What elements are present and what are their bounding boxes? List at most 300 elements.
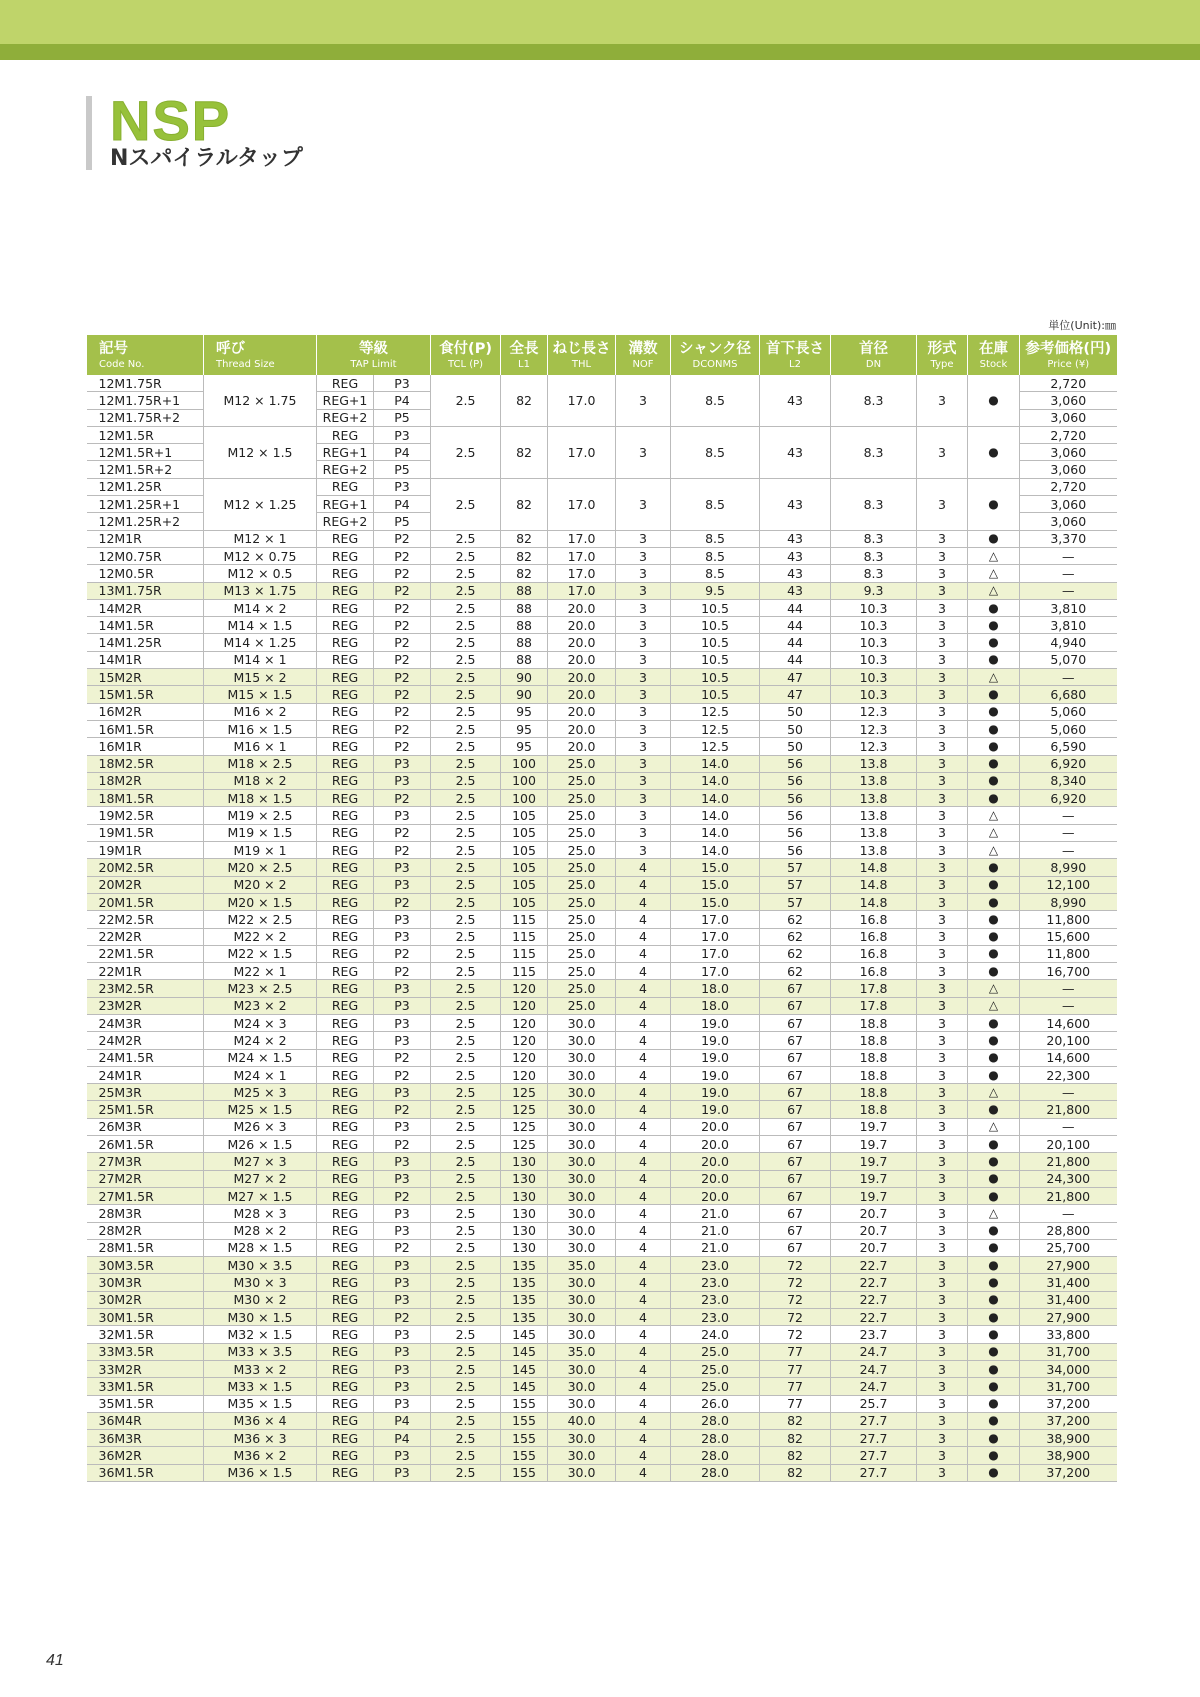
cell-dn: 18.8 — [831, 1101, 917, 1118]
cell-code: 30M3.5R — [87, 1257, 204, 1274]
cell-thl: 30.0 — [548, 1291, 616, 1308]
cell-type: 3 — [917, 928, 968, 945]
cell-dconms: 14.0 — [671, 790, 760, 807]
cell-dn: 20.7 — [831, 1205, 917, 1222]
cell-dconms: 8.5 — [671, 565, 760, 582]
cell-dn: 18.8 — [831, 1014, 917, 1031]
cell-tcl: 2.5 — [431, 1187, 501, 1204]
cell-l2: 43 — [760, 426, 831, 478]
cell-grade: REG — [317, 1291, 374, 1308]
cell-dconms: 23.0 — [671, 1291, 760, 1308]
cell-dn: 16.8 — [831, 945, 917, 962]
cell-dconms: 10.5 — [671, 617, 760, 634]
cell-type: 3 — [917, 1170, 968, 1187]
cell-limit: P2 — [374, 1066, 431, 1083]
cell-price: 6,680 — [1020, 686, 1117, 703]
cell-grade: REG — [317, 1274, 374, 1291]
cell-type: 3 — [917, 1136, 968, 1153]
cell-price: 3,810 — [1020, 617, 1117, 634]
cell-dconms: 24.0 — [671, 1326, 760, 1343]
table-row — [87, 1084, 1117, 1101]
cell-code: 22M1R — [87, 963, 204, 980]
cell-thread-size: M14 × 1 — [204, 651, 317, 668]
cell-code: 24M3R — [87, 1014, 204, 1031]
cell-nof: 3 — [616, 669, 671, 686]
cell-limit: P2 — [374, 790, 431, 807]
col-type: 形式 Type — [917, 335, 968, 375]
cell-l2: 62 — [760, 928, 831, 945]
cell-dconms: 12.5 — [671, 720, 760, 737]
cell-grade: REG — [317, 928, 374, 945]
cell-code: 33M3.5R — [87, 1343, 204, 1360]
table-row — [87, 1014, 1117, 1031]
table-row — [87, 945, 1117, 962]
cell-tcl: 2.5 — [431, 1430, 501, 1447]
cell-stock: ● — [968, 1153, 1020, 1170]
cell-dn: 23.7 — [831, 1326, 917, 1343]
cell-price: 27,900 — [1020, 1309, 1117, 1326]
cell-grade: REG — [317, 876, 374, 893]
cell-grade: REG+1 — [317, 444, 374, 461]
cell-thl: 25.0 — [548, 807, 616, 824]
cell-thread-size: M23 × 2 — [204, 997, 317, 1014]
table-row — [87, 772, 1117, 789]
cell-l1: 100 — [501, 755, 548, 772]
cell-dconms: 14.0 — [671, 842, 760, 859]
table-body — [87, 375, 1117, 1482]
cell-grade: REG — [317, 1309, 374, 1326]
cell-dn: 12.3 — [831, 703, 917, 720]
cell-type: 3 — [917, 1187, 968, 1204]
cell-dconms: 25.0 — [671, 1343, 760, 1360]
cell-tcl: 2.5 — [431, 686, 501, 703]
cell-price: 11,800 — [1020, 911, 1117, 928]
cell-grade: REG — [317, 1066, 374, 1083]
cell-l1: 88 — [501, 651, 548, 668]
cell-dconms: 17.0 — [671, 911, 760, 928]
cell-tcl: 2.5 — [431, 426, 501, 478]
cell-l1: 145 — [501, 1326, 548, 1343]
cell-stock: ● — [968, 1291, 1020, 1308]
cell-nof: 3 — [616, 530, 671, 547]
cell-price: 16,700 — [1020, 963, 1117, 980]
cell-l2: 43 — [760, 582, 831, 599]
cell-limit: P3 — [374, 755, 431, 772]
col-code: 記号 Code No. — [87, 335, 204, 375]
cell-stock: ● — [968, 634, 1020, 651]
cell-price: — — [1020, 582, 1117, 599]
cell-dn: 10.3 — [831, 651, 917, 668]
cell-dn: 13.8 — [831, 772, 917, 789]
cell-thl: 30.0 — [548, 1309, 616, 1326]
cell-limit: P3 — [374, 772, 431, 789]
col-l1: 全長 L1 — [501, 335, 548, 375]
cell-nof: 3 — [616, 547, 671, 564]
cell-dn: 18.8 — [831, 1032, 917, 1049]
cell-code: 28M2R — [87, 1222, 204, 1239]
cell-l1: 105 — [501, 824, 548, 841]
cell-tcl: 2.5 — [431, 1378, 501, 1395]
cell-l1: 115 — [501, 963, 548, 980]
cell-price: 8,990 — [1020, 859, 1117, 876]
cell-dn: 8.3 — [831, 530, 917, 547]
cell-l1: 105 — [501, 842, 548, 859]
cell-tcl: 2.5 — [431, 1326, 501, 1343]
cell-stock: ● — [968, 755, 1020, 772]
cell-thread-size: M15 × 2 — [204, 669, 317, 686]
cell-tcl: 2.5 — [431, 1118, 501, 1135]
cell-dn: 14.8 — [831, 893, 917, 910]
cell-limit: P2 — [374, 1309, 431, 1326]
cell-code: 14M2R — [87, 599, 204, 616]
cell-price: 11,800 — [1020, 945, 1117, 962]
cell-nof: 4 — [616, 1205, 671, 1222]
cell-l2: 77 — [760, 1395, 831, 1412]
cell-l2: 72 — [760, 1257, 831, 1274]
cell-tcl: 2.5 — [431, 1222, 501, 1239]
cell-l2: 82 — [760, 1412, 831, 1429]
table-row — [87, 790, 1117, 807]
table-row — [87, 1118, 1117, 1135]
table-row — [87, 582, 1117, 599]
cell-stock: ● — [968, 1343, 1020, 1360]
cell-price: 38,900 — [1020, 1430, 1117, 1447]
cell-l1: 120 — [501, 1014, 548, 1031]
cell-thl: 25.0 — [548, 824, 616, 841]
col-tcl: 食付(P) TCL (P) — [431, 335, 501, 375]
cell-limit: P2 — [374, 703, 431, 720]
cell-stock: △ — [968, 1084, 1020, 1101]
cell-dconms: 19.0 — [671, 1084, 760, 1101]
table-row — [87, 634, 1117, 651]
cell-thl: 20.0 — [548, 617, 616, 634]
cell-grade: REG — [317, 1464, 374, 1481]
cell-nof: 3 — [616, 478, 671, 530]
cell-grade: REG — [317, 911, 374, 928]
table-row — [87, 824, 1117, 841]
cell-type: 3 — [917, 738, 968, 755]
cell-price: 31,700 — [1020, 1343, 1117, 1360]
cell-thl: 30.0 — [548, 1187, 616, 1204]
cell-tcl: 2.5 — [431, 599, 501, 616]
cell-code: 12M1.5R+1 — [87, 444, 204, 461]
cell-grade: REG — [317, 842, 374, 859]
cell-dn: 19.7 — [831, 1170, 917, 1187]
cell-nof: 4 — [616, 1447, 671, 1464]
cell-l1: 130 — [501, 1222, 548, 1239]
cell-tcl: 2.5 — [431, 738, 501, 755]
cell-grade: REG — [317, 1118, 374, 1135]
cell-l1: 155 — [501, 1464, 548, 1481]
table-row — [87, 1395, 1117, 1412]
cell-l1: 155 — [501, 1412, 548, 1429]
series-code: NSP — [110, 89, 232, 152]
cell-code: 33M2R — [87, 1360, 204, 1377]
cell-dn: 16.8 — [831, 911, 917, 928]
cell-l1: 105 — [501, 807, 548, 824]
cell-l2: 77 — [760, 1360, 831, 1377]
cell-code: 16M1R — [87, 738, 204, 755]
cell-nof: 3 — [616, 703, 671, 720]
cell-thl: 30.0 — [548, 1101, 616, 1118]
cell-tcl: 2.5 — [431, 634, 501, 651]
cell-tcl: 2.5 — [431, 824, 501, 841]
cell-price: 3,060 — [1020, 461, 1117, 478]
cell-dn: 17.8 — [831, 980, 917, 997]
cell-type: 3 — [917, 1049, 968, 1066]
cell-dn: 19.7 — [831, 1153, 917, 1170]
cell-stock: △ — [968, 565, 1020, 582]
cell-stock: △ — [968, 997, 1020, 1014]
cell-code: 22M1.5R — [87, 945, 204, 962]
cell-dconms: 10.5 — [671, 651, 760, 668]
cell-stock: ● — [968, 1464, 1020, 1481]
cell-l1: 120 — [501, 1066, 548, 1083]
cell-tcl: 2.5 — [431, 1464, 501, 1481]
cell-grade: REG — [317, 1170, 374, 1187]
cell-dconms: 12.5 — [671, 703, 760, 720]
cell-stock: ● — [968, 963, 1020, 980]
cell-grade: REG — [317, 1239, 374, 1256]
cell-thl: 20.0 — [548, 720, 616, 737]
cell-tcl: 2.5 — [431, 1084, 501, 1101]
top-band-dark — [0, 44, 1200, 60]
cell-price: 33,800 — [1020, 1326, 1117, 1343]
cell-code: 22M2.5R — [87, 911, 204, 928]
cell-l1: 130 — [501, 1239, 548, 1256]
cell-dn: 13.8 — [831, 755, 917, 772]
cell-nof: 4 — [616, 1395, 671, 1412]
cell-type: 3 — [917, 1084, 968, 1101]
cell-limit: P3 — [374, 1378, 431, 1395]
cell-grade: REG — [317, 1378, 374, 1395]
cell-dn: 19.7 — [831, 1136, 917, 1153]
cell-price: — — [1020, 1084, 1117, 1101]
cell-thl: 25.0 — [548, 790, 616, 807]
cell-type: 3 — [917, 1222, 968, 1239]
cell-l1: 105 — [501, 876, 548, 893]
cell-price: 3,810 — [1020, 599, 1117, 616]
cell-nof: 4 — [616, 1101, 671, 1118]
cell-limit: P2 — [374, 1101, 431, 1118]
cell-l2: 44 — [760, 599, 831, 616]
cell-stock: ● — [968, 1274, 1020, 1291]
cell-type: 3 — [917, 547, 968, 564]
cell-thl: 30.0 — [548, 1239, 616, 1256]
cell-tcl: 2.5 — [431, 893, 501, 910]
cell-l2: 62 — [760, 911, 831, 928]
cell-dn: 18.8 — [831, 1084, 917, 1101]
table-row — [87, 1101, 1117, 1118]
cell-thl: 25.0 — [548, 928, 616, 945]
cell-l1: 90 — [501, 669, 548, 686]
cell-l2: 44 — [760, 634, 831, 651]
cell-tcl: 2.5 — [431, 1205, 501, 1222]
cell-thread-size: M15 × 1.5 — [204, 686, 317, 703]
cell-nof: 3 — [616, 617, 671, 634]
cell-limit: P4 — [374, 392, 431, 409]
cell-limit: P3 — [374, 1464, 431, 1481]
cell-dn: 17.8 — [831, 997, 917, 1014]
cell-thl: 30.0 — [548, 1084, 616, 1101]
cell-dn: 13.8 — [831, 824, 917, 841]
cell-dconms: 10.5 — [671, 634, 760, 651]
cell-dconms: 15.0 — [671, 859, 760, 876]
cell-nof: 4 — [616, 1274, 671, 1291]
cell-l2: 56 — [760, 824, 831, 841]
cell-thread-size: M26 × 1.5 — [204, 1136, 317, 1153]
cell-tcl: 2.5 — [431, 980, 501, 997]
cell-thread-size: M22 × 2.5 — [204, 911, 317, 928]
table-row — [87, 1066, 1117, 1083]
cell-limit: P3 — [374, 1153, 431, 1170]
cell-dconms: 15.0 — [671, 893, 760, 910]
cell-type: 3 — [917, 893, 968, 910]
cell-thl: 30.0 — [548, 1447, 616, 1464]
cell-l2: 67 — [760, 1136, 831, 1153]
table-row — [87, 1153, 1117, 1170]
cell-stock: ● — [968, 1257, 1020, 1274]
cell-limit: P3 — [374, 1395, 431, 1412]
cell-code: 12M1.25R+1 — [87, 496, 204, 513]
cell-stock: △ — [968, 582, 1020, 599]
cell-tcl: 2.5 — [431, 1136, 501, 1153]
cell-limit: P2 — [374, 720, 431, 737]
cell-dconms: 21.0 — [671, 1222, 760, 1239]
cell-limit: P2 — [374, 738, 431, 755]
cell-code: 19M1R — [87, 842, 204, 859]
cell-tcl: 2.5 — [431, 1274, 501, 1291]
cell-grade: REG — [317, 893, 374, 910]
table-header-row — [87, 335, 1117, 375]
cell-price: 8,990 — [1020, 893, 1117, 910]
cell-code: 36M4R — [87, 1412, 204, 1429]
cell-nof: 3 — [616, 790, 671, 807]
cell-nof: 4 — [616, 1153, 671, 1170]
cell-dn: 22.7 — [831, 1291, 917, 1308]
table-row — [87, 1326, 1117, 1343]
cell-grade: REG+2 — [317, 513, 374, 530]
cell-nof: 3 — [616, 772, 671, 789]
cell-thread-size: M35 × 1.5 — [204, 1395, 317, 1412]
cell-code: 18M2R — [87, 772, 204, 789]
cell-price: — — [1020, 565, 1117, 582]
cell-grade: REG — [317, 1343, 374, 1360]
col-l2: 首下長さ L2 — [760, 335, 831, 375]
cell-nof: 4 — [616, 1378, 671, 1395]
cell-stock: ● — [968, 738, 1020, 755]
cell-code: 12M1.25R — [87, 478, 204, 495]
cell-nof: 4 — [616, 1014, 671, 1031]
cell-grade: REG — [317, 738, 374, 755]
cell-type: 3 — [917, 703, 968, 720]
cell-tcl: 2.5 — [431, 582, 501, 599]
cell-code: 20M1.5R — [87, 893, 204, 910]
cell-thread-size: M30 × 3 — [204, 1274, 317, 1291]
cell-price: 21,800 — [1020, 1153, 1117, 1170]
col-stock: 在庫 Stock — [968, 335, 1020, 375]
cell-price: 25,700 — [1020, 1239, 1117, 1256]
cell-price: — — [1020, 669, 1117, 686]
cell-thl: 20.0 — [548, 703, 616, 720]
cell-thl: 20.0 — [548, 651, 616, 668]
cell-thread-size: M19 × 1 — [204, 842, 317, 859]
cell-dconms: 15.0 — [671, 876, 760, 893]
cell-thread-size: M12 × 1 — [204, 530, 317, 547]
cell-code: 16M2R — [87, 703, 204, 720]
cell-code: 36M1.5R — [87, 1464, 204, 1481]
table-row — [87, 1343, 1117, 1360]
cell-type: 3 — [917, 876, 968, 893]
cell-stock: ● — [968, 1447, 1020, 1464]
cell-stock: ● — [968, 1170, 1020, 1187]
table-row — [87, 1412, 1117, 1429]
cell-dconms: 17.0 — [671, 945, 760, 962]
cell-grade: REG — [317, 1032, 374, 1049]
cell-price: 37,200 — [1020, 1464, 1117, 1481]
cell-tcl: 2.5 — [431, 963, 501, 980]
cell-code: 25M1.5R — [87, 1101, 204, 1118]
cell-thread-size: M16 × 1 — [204, 738, 317, 755]
cell-price: 37,200 — [1020, 1395, 1117, 1412]
cell-stock: △ — [968, 669, 1020, 686]
cell-type: 3 — [917, 651, 968, 668]
cell-price: 8,340 — [1020, 772, 1117, 789]
cell-dn: 27.7 — [831, 1430, 917, 1447]
cell-thl: 25.0 — [548, 963, 616, 980]
cell-code: 28M1.5R — [87, 1239, 204, 1256]
cell-code: 24M1.5R — [87, 1049, 204, 1066]
cell-dn: 16.8 — [831, 928, 917, 945]
cell-dn: 24.7 — [831, 1378, 917, 1395]
cell-tcl: 2.5 — [431, 1032, 501, 1049]
cell-nof: 3 — [616, 738, 671, 755]
cell-l2: 67 — [760, 1205, 831, 1222]
cell-code: 30M2R — [87, 1291, 204, 1308]
cell-thread-size: M18 × 2 — [204, 772, 317, 789]
cell-l1: 88 — [501, 617, 548, 634]
cell-stock: ● — [968, 945, 1020, 962]
cell-price: 2,720 — [1020, 426, 1117, 443]
cell-code: 24M2R — [87, 1032, 204, 1049]
cell-code: 27M1.5R — [87, 1187, 204, 1204]
cell-grade: REG — [317, 859, 374, 876]
cell-l2: 43 — [760, 375, 831, 426]
cell-dn: 27.7 — [831, 1464, 917, 1481]
cell-dconms: 18.0 — [671, 980, 760, 997]
cell-limit: P3 — [374, 1274, 431, 1291]
cell-thl: 30.0 — [548, 1274, 616, 1291]
cell-dconms: 28.0 — [671, 1412, 760, 1429]
cell-l2: 67 — [760, 997, 831, 1014]
cell-code: 25M3R — [87, 1084, 204, 1101]
cell-price: 31,400 — [1020, 1274, 1117, 1291]
cell-nof: 4 — [616, 1326, 671, 1343]
cell-tcl: 2.5 — [431, 1101, 501, 1118]
cell-thl: 30.0 — [548, 1326, 616, 1343]
cell-nof: 4 — [616, 1412, 671, 1429]
cell-l1: 130 — [501, 1170, 548, 1187]
table-row — [87, 876, 1117, 893]
cell-grade: REG — [317, 1049, 374, 1066]
cell-l1: 88 — [501, 599, 548, 616]
cell-type: 3 — [917, 426, 968, 478]
cell-l1: 88 — [501, 582, 548, 599]
cell-thl: 20.0 — [548, 634, 616, 651]
cell-nof: 4 — [616, 1066, 671, 1083]
cell-tcl: 2.5 — [431, 928, 501, 945]
cell-code: 24M1R — [87, 1066, 204, 1083]
